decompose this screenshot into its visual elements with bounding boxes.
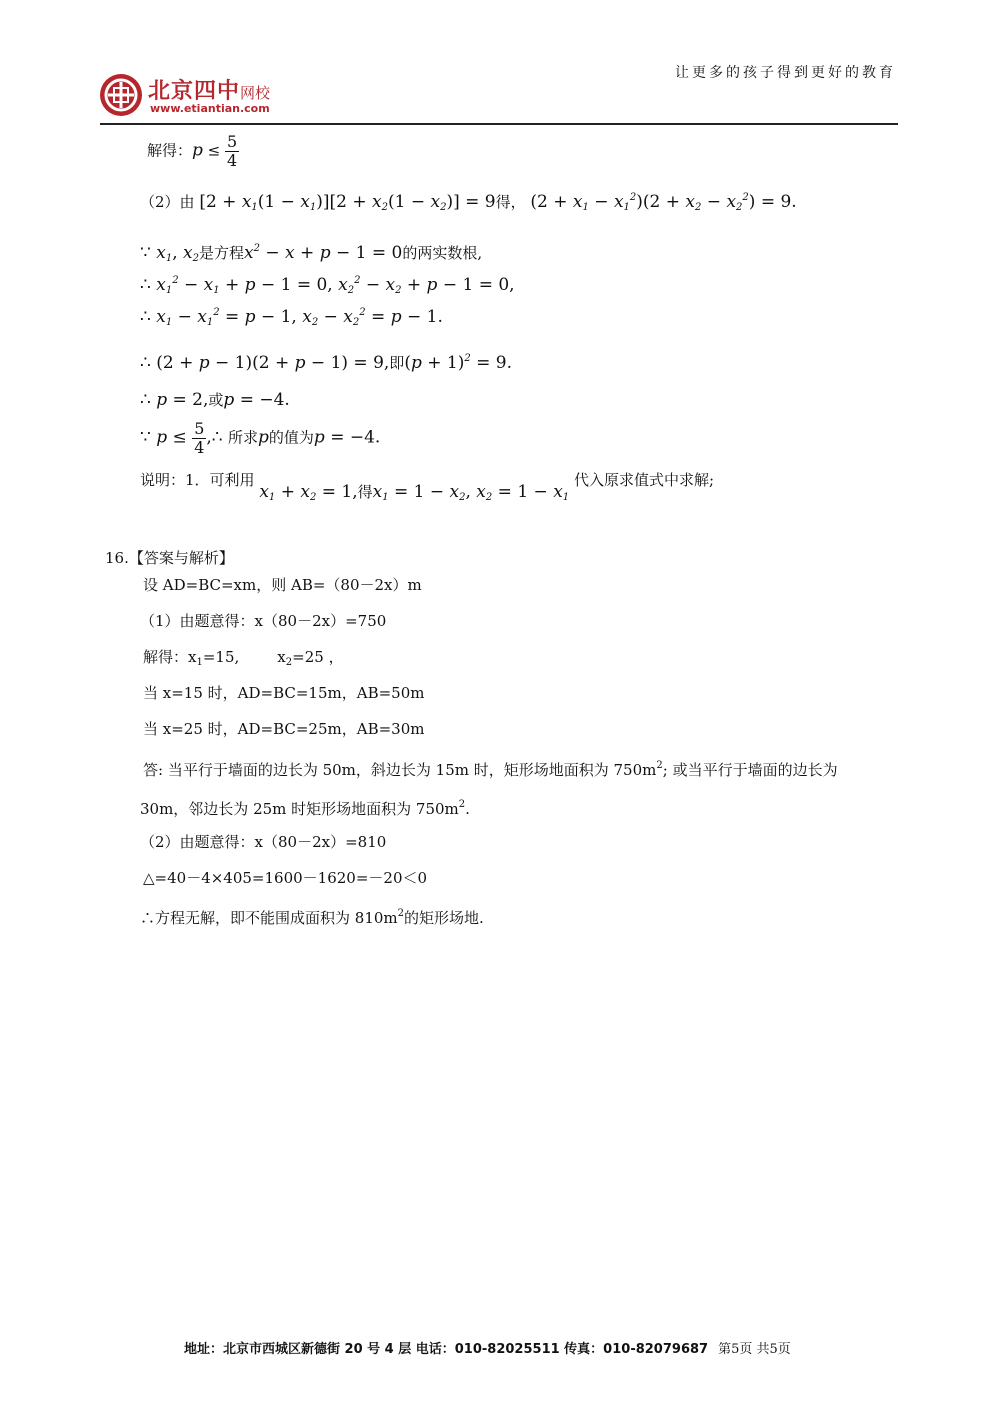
footer-address: 地址：北京市西城区新德街 20 号 4 层 电话：010-82025511 传真：010-82079687 (184, 1342, 709, 1357)
sol15-note: 说明：1．可利用 $x_1 + x_2 = 1$,得$x_1 = 1 - x_2$, $x_2 = 1 - x_1$ 代入原求值式中求解; (140, 471, 714, 503)
logo-name: 北京四中网校 (148, 78, 271, 104)
sol16-case1: 当 x=15 时，AD=BC=15m，AB=50m (143, 684, 425, 702)
footer (184, 1338, 791, 1357)
slogan: 让更多的孩子得到更好的教育 (675, 65, 896, 81)
sol16-answer-1: 答: 当平行于墙面的边长为 50m，斜边长为 15m 时，矩形场地面积为 $750m^2$; 或当平行于墙面的边长为 (143, 760, 838, 779)
sol16-solve: 解得：$x_1=15$, $x_2=25$ ， (143, 648, 344, 668)
sol16-setup: 设 AD=BC=xm，则 AB=（80－2x）m (143, 576, 422, 594)
sol16-heading: 16.【答案与解析】 (105, 549, 234, 567)
header-divider (100, 123, 898, 125)
sol15-line-sub: ∴ $x_1^2 - x_1 + p - 1 = 0$, $x_2^2 - x_2 + p - 1 = 0$, (140, 275, 515, 296)
sol15-line-given: （2）由 $[2 + x_1(1 - x_1)][2 + x_2(1 - x_2)] = 9$得， $(2 + x_1 - x_1^2)(2 + x_2 - x_2^2) = 9$. (140, 192, 797, 213)
sol16-part2: （2）由题意得：x（80－2x）=810 (140, 833, 387, 851)
sol16-case2: 当 x=25 时，AD=BC=25m，AB=30m (143, 720, 425, 738)
logo-emblem-icon (100, 74, 142, 116)
sol15-line-equation: ∴ (2 + p − 1)(2 + p − 1) = 9,即$(p + 1)^2 = 9$. (140, 353, 512, 373)
sol15-line-simplify: ∴ $x_1 - x_1^2 = p - 1$, $x_2 - x_2^2 = p - 1$. (140, 307, 443, 328)
sol16-part1: （1）由题意得：x（80－2x）=750 (140, 612, 387, 630)
sol15-line-p-range: 解得：p ≤ $\frac{5}{4}$ (147, 132, 238, 170)
logo (100, 72, 300, 120)
sol16-conclusion: ∴方程无解，即不能围成面积为 $810m^2$的矩形场地. (140, 908, 484, 927)
sol16-answer-2: 30m，邻边长为 25m 时矩形场地面积为 $750m^2$. (140, 799, 470, 818)
sol15-line-values: ∴ p = 2,或p = −4. (140, 390, 290, 410)
page-number: 第5页 共5页 (718, 1342, 791, 1357)
logo-url: www.etiantian.com (150, 102, 270, 115)
sol16-discriminant: △=40－4×405=1600－1620=－20＜0 (143, 869, 428, 887)
sol15-line-roots: ∵ $x_1$, $x_2$是方程$x^2 - x + p - 1 = 0$的两实数根, (140, 243, 483, 264)
sol15-line-answer: ∵ p ≤ $\frac{5}{4}$ ,∴ 所求p的值为p = −4. (140, 419, 381, 457)
